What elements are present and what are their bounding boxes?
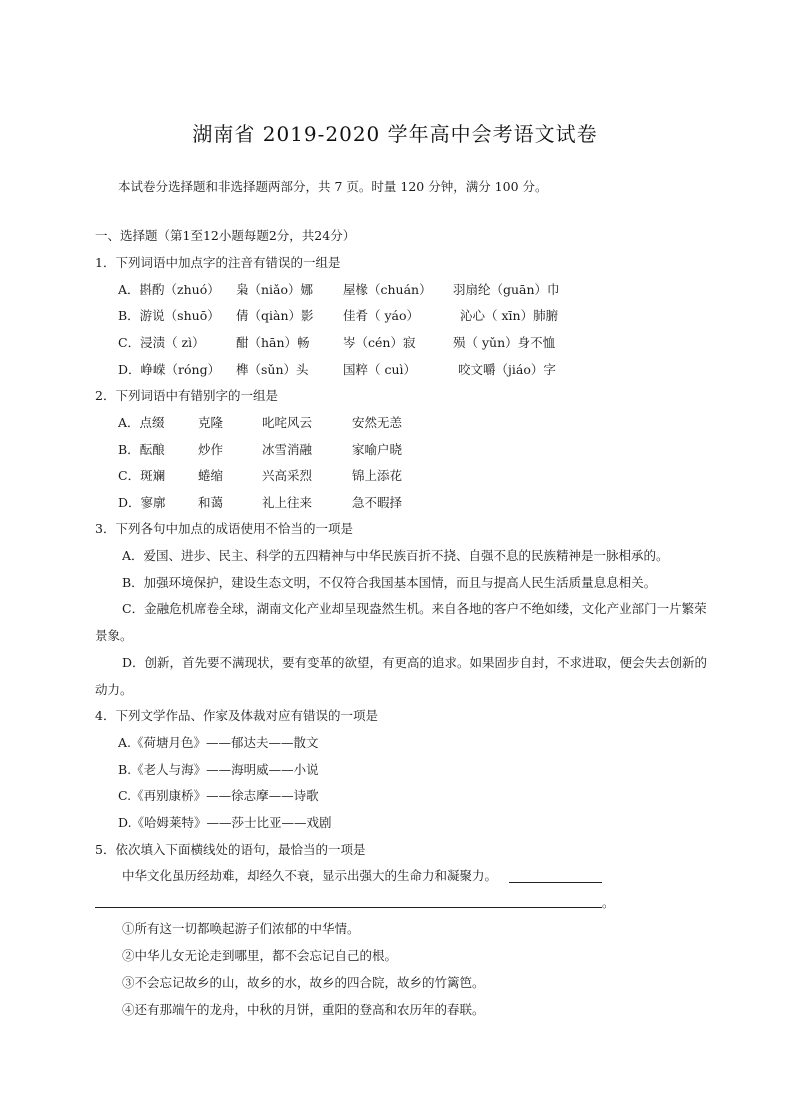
q2-b-4: 家喻户晓 xyxy=(352,442,403,457)
q2-c-4: 锦上添花 xyxy=(352,468,403,483)
q1-d-2: 榫（sǔn）头 xyxy=(236,362,309,377)
q1-c-2: 酣（hān）畅 xyxy=(236,335,310,350)
q1-b-3: 佳肴（ yáo） xyxy=(343,308,420,323)
q2-b-1: B．酝酿 xyxy=(118,442,165,457)
q2-b-2: 炒作 xyxy=(198,442,224,457)
q1-d-4: 咬文嚼（jiáo）字 xyxy=(458,362,556,377)
q1-c-4: 殒（ yǔn）身不恤 xyxy=(453,335,556,350)
q2-c-2: 蜷缩 xyxy=(198,468,224,483)
q5-blank-line-1 xyxy=(509,882,602,883)
q1-b-4: 沁心（ xīn）肺腑 xyxy=(460,308,559,323)
q2-c-3: 兴高采烈 xyxy=(262,468,313,483)
q2-a-4: 安然无恙 xyxy=(352,415,403,430)
q5-item-3: ③不会忘记故乡的山，故乡的水，故乡的四合院，故乡的竹篱笆。 xyxy=(122,975,485,990)
q5-passage: 中华文化虽历经劫难，却经久不衰，显示出强大的生命力和凝聚力。 xyxy=(122,868,498,883)
q5-end-mark: 。 xyxy=(602,895,615,910)
exam-title: 湖南省 2019-2020 学年高中会考语文试卷 xyxy=(192,122,598,146)
q2-d-4: 急不暇择 xyxy=(352,495,403,510)
q3-option-a: A．爱国、进步、民主、科学的五四精神与中华民族百折不挠、自强不息的民族精神是一脉相承的。 xyxy=(122,548,669,563)
q3-option-c-cont: 景象。 xyxy=(95,628,133,643)
q5-item-2: ②中华儿女无论走到哪里，都不会忘记自己的根。 xyxy=(122,948,398,963)
question-1-stem: 1．下列词语中加点字的注音有错误的一组是 xyxy=(95,255,341,270)
q2-a-2: 克隆 xyxy=(198,415,224,430)
question-2-stem: 2．下列词语中有错别字的一组是 xyxy=(95,388,278,403)
question-5-stem: 5．依次填入下面横线处的语句，最恰当的一项是 xyxy=(95,842,366,857)
q1-c-3: 岑（cén）寂 xyxy=(343,335,416,350)
q3-option-d: D．创新，首先要不满现状，要有变革的欲望，有更高的追求。如果固步自封，不求进取，便会失去创新的 xyxy=(122,655,708,670)
q1-b-1: B．游说（shuō） xyxy=(118,308,220,323)
q4-option-b: B.《老人与海》——海明威——小说 xyxy=(118,762,319,777)
q4-option-d: D.《哈姆莱特》——莎士比亚——戏剧 xyxy=(118,815,332,830)
q2-b-3: 冰雪消融 xyxy=(262,442,313,457)
q3-option-b: B．加强环境保护，建设生态文明，不仅符合我国基本国情，而且与提高人民生活质量息息相关。 xyxy=(122,575,657,590)
q3-option-c: C．金融危机席卷全球，湖南文化产业却呈现盎然生机。来自各地的客户不绝如缕，文化产业部门一片繁荣 xyxy=(122,601,707,616)
q1-a-2: 枭（niǎo）娜 xyxy=(236,282,314,297)
q1-c-1: C．浸渍（ zì） xyxy=(118,335,205,350)
q2-a-1: A．点缀 xyxy=(118,415,165,430)
q2-a-3: 叱咤风云 xyxy=(262,415,313,430)
q1-b-2: 倩（qiàn）影 xyxy=(236,308,314,323)
q2-d-2: 和蔼 xyxy=(198,495,224,510)
q1-a-1: A．斟酌（zhuó） xyxy=(118,282,220,297)
q4-option-c: C.《再别康桥》——徐志摩——诗歌 xyxy=(118,788,319,803)
q2-d-3: 礼上往来 xyxy=(262,495,313,510)
q2-d-1: D．寥廓 xyxy=(118,495,166,510)
exam-intro: 本试卷分选择题和非选择题两部分，共 7 页。时量 120 分钟，满分 100 分。 xyxy=(118,179,548,194)
question-4-stem: 4．下列文学作品、作家及体裁对应有错误的一项是 xyxy=(95,708,378,723)
q1-d-3: 国粹（ cuì） xyxy=(343,362,417,377)
q2-c-1: C．斑斓 xyxy=(118,468,166,483)
q5-blank-line-2 xyxy=(95,907,602,908)
q5-item-1: ①所有这一切都唤起游子们浓郁的中华情。 xyxy=(122,921,360,936)
q5-item-4: ④还有那端午的龙舟，中秋的月饼，重阳的登高和农历年的春联。 xyxy=(122,1002,485,1017)
q3-option-d-cont: 动力。 xyxy=(95,682,133,697)
q1-a-3: 屋椽（chuán） xyxy=(343,282,432,297)
q4-option-a: A.《荷塘月色》——郁达夫——散文 xyxy=(118,735,319,750)
question-3-stem: 3．下列各句中加点的成语使用不恰当的一项是 xyxy=(95,521,353,536)
section-heading: 一、选择题（第1至12小题每题2分，共24分） xyxy=(95,228,356,243)
q1-d-1: D．峥嵘（róng） xyxy=(118,362,221,377)
q1-a-4: 羽扇纶（guān）巾 xyxy=(453,282,560,297)
